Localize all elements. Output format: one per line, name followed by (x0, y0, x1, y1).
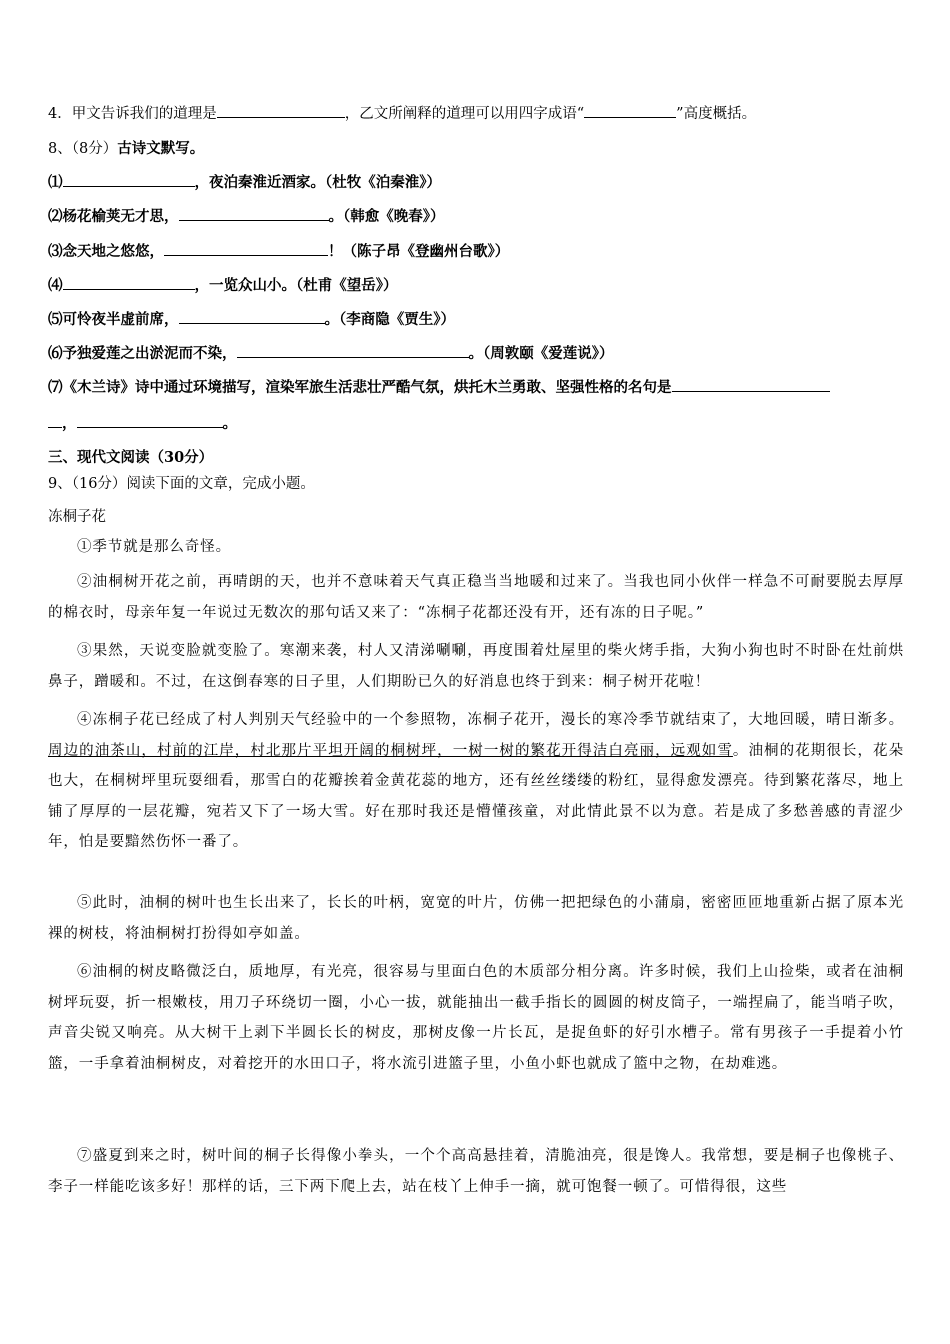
q8-number: 8、（8分） (48, 141, 118, 157)
answer-blank[interactable] (217, 103, 345, 119)
q9-text: 阅读下面的文章，完成小题。 (126, 476, 315, 492)
q9-number: 9、（16分） (48, 476, 127, 492)
paragraph-text: ④冻桐子花已经成了村人判别天气经验中的一个参照物，冻桐子花开，漫长的寒冷季节就结束了，大地回暖，晴日渐多。 (77, 712, 904, 728)
q8-item-2 (48, 205, 445, 226)
answer-blank[interactable] (237, 343, 469, 359)
article-paragraph-2: ②油桐树开花之前，再晴朗的天，也并不意味着天气真正稳当当地暖和过来了。当我也同小伙伴一样急不可耐要脱去厚厚的棉衣时，母亲年复一年说过无数次的那句话又来了：“冻桐子花都还没有开，还有冻的日子呢。” (48, 574, 904, 621)
q4-text-c: ”高度概括。 (676, 106, 757, 122)
answer-blank[interactable] (672, 377, 830, 393)
underlined-sentence: 周边的油茶山，村前的江岸，村北那片平坦开阔的桐树坪，一树一树的繁花开得洁白亮丽，远观如雪 (48, 742, 733, 759)
question-8-heading (48, 137, 204, 158)
article-paragraph-5: ⑤此时，油桐的树叶也生长出来了，长长的叶柄，宽宽的叶片，仿佛一把把绿色的小蒲扇，密密匝匝地重新占据了原本光裸的树枝，将油桐树打扮得如亭如盖。 (48, 895, 904, 942)
question-4 (48, 102, 756, 123)
answer-blank[interactable] (77, 413, 223, 429)
answer-blank[interactable] (164, 241, 328, 257)
article-paragraph-6: ⑥油桐的树皮略微泛白，质地厚，有光亮，很容易与里面白色的木质部分相分离。许多时候，我们上山捡柴，或者在油桐树坪玩耍，折一根嫩枝，用刀子环绕切一圈，小心一拔，就能抽出一截手指长的圆圆的树皮筒子，一端捏扁了，能当哨子吹，声音尖锐又响亮。从大树干上剥下半圆长长的树皮，那树皮像一片长瓦，是捉鱼虾的好引水槽子。常有男孩子一手提着小竹篮，一手拿着油桐树皮，对着挖开的水田口子，将水流引进篮子里，小鱼小虾也就成了篮中之物，在劫难逃。 (48, 964, 904, 1072)
q4-text-a: 4．甲文告诉我们的道理是 (48, 106, 217, 122)
article-paragraph-3: ③果然，天说变脸就变脸了。寒潮来袭，村人又清涕唰唰，再度围着灶屋里的柴火烤手指，大狗小狗也时不时卧在灶前烘鼻子，蹭暖和。不过，在这倒春寒的日子里，人们期盼已久的好消息也终于到来：桐子树开花啦！ (48, 643, 904, 690)
item-text: 。 (222, 415, 237, 432)
item-number: ⑷ (48, 277, 63, 294)
item-text: 。（李商隐《贾生》） (324, 311, 455, 328)
item-text: ，夜泊秦淮近酒家。（杜牧《泊秦淮》） (194, 174, 441, 191)
q8-title: 古诗文默写。 (117, 140, 205, 157)
item-number: ⑴ (48, 174, 63, 191)
q8-item-5 (48, 308, 455, 329)
item-text: ， (62, 415, 77, 432)
answer-blank[interactable] (63, 172, 195, 188)
answer-blank[interactable] (63, 275, 195, 291)
article-paragraph-7: ⑦盛夏到来之时，树叶间的桐子长得像小拳头，一个个高高悬挂着，清脆油亮，很是馋人。我常想，要是桐子也像桃子、李子一样能吃该多好！那样的话，三下两下爬上去，站在枝丫上伸手一摘，就可饱餐一顿了。可惜得很，这些 (48, 1148, 904, 1195)
answer-blank[interactable] (179, 206, 329, 222)
q4-text-b: ，乙文所阐释的道理可以用四字成语“ (344, 106, 585, 122)
answer-blank[interactable] (179, 309, 325, 325)
item-text: ⑵杨花榆荚无才思， (48, 208, 179, 225)
q8-item-6 (48, 342, 614, 363)
answer-blank[interactable] (584, 103, 676, 119)
item-text: ⑺《木兰诗》诗中通过环境描写，渲染军旅生活悲壮严酷气氛，烘托木兰勇敢、坚强性格的名句是 (48, 379, 672, 396)
paragraph-text: 。油桐的花期很长，花朵也大，在桐树坪里玩耍细看，那雪白的花瓣挨着金黄花蕊的地方，还有丝丝缕缕的粉红，显得愈发漂亮。待到繁花落尽，地上铺了厚厚的一层花瓣，宛若又下了一场大雪。好在那时我还是懵懂孩童，对此情此景不以为意。若是成了多愁善感的青涩少年，怕是要黯然伤怀一番了。 (48, 742, 904, 850)
item-text: ⑹予独爱莲之出淤泥而不染， (48, 345, 237, 362)
q8-item-3 (48, 240, 509, 261)
article-paragraph-4 (48, 705, 904, 858)
item-text: 。（韩愈《晚春》） (328, 208, 445, 225)
question-9-heading (48, 472, 315, 493)
item-text: ，一览众山小。（杜甫《望岳》） (194, 277, 398, 294)
item-text: ⑶念天地之悠悠， (48, 243, 164, 260)
q8-item-1 (48, 171, 441, 192)
item-text: 。（周敦颐《爱莲说》） (468, 345, 614, 362)
item-text: ⑸可怜夜半虚前席， (48, 311, 179, 328)
answer-blank[interactable] (48, 413, 62, 429)
q8-item-4 (48, 274, 398, 295)
q8-item-7-cont (48, 412, 237, 433)
article-title: 冻桐子花 (48, 509, 106, 525)
item-text: ！（陈子昂《登幽州台歌》） (328, 243, 510, 260)
section-3-heading: 三、现代文阅读（30分） (48, 449, 214, 466)
q8-item-7 (48, 376, 830, 397)
article-paragraph-1: ①季节就是那么奇怪。 (77, 539, 231, 555)
